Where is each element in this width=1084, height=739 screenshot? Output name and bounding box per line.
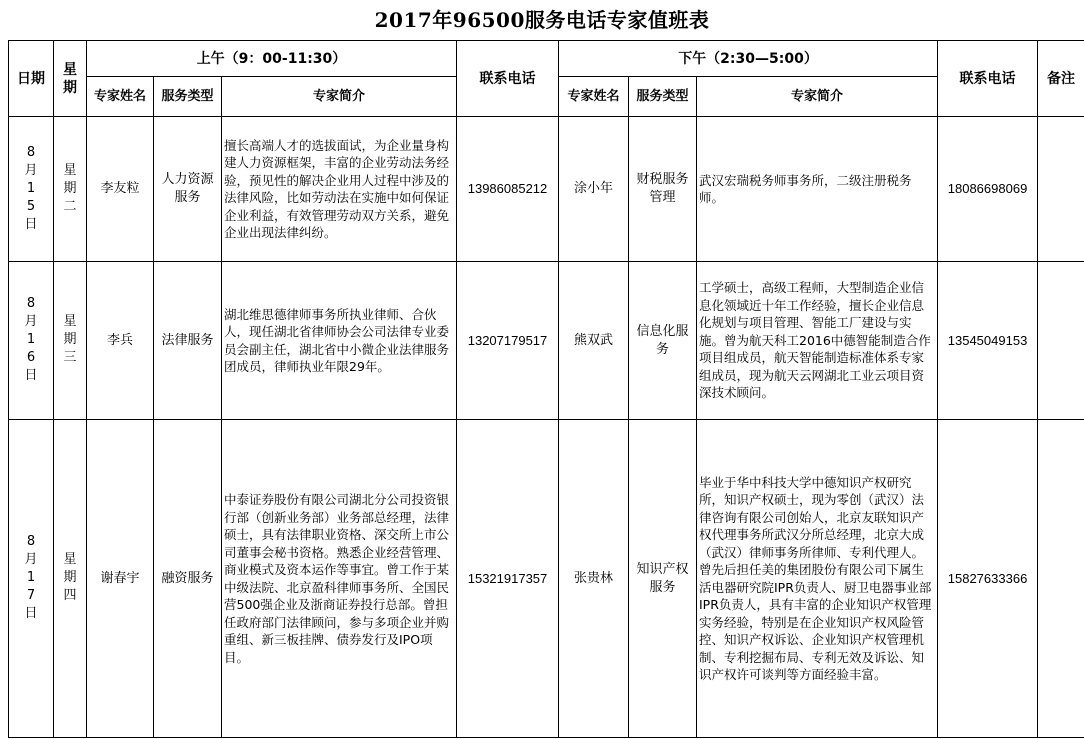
header-pm-expert-name: 专家姓名 <box>559 77 629 117</box>
am-expert-name: 李友粒 <box>87 117 154 262</box>
header-afternoon: 下午（2:30—5:00） <box>559 41 938 77</box>
page-title: 2017年96500服务电话专家值班表 <box>374 8 710 32</box>
am-service-type: 法律服务 <box>154 262 222 420</box>
pm-expert-name: 熊双武 <box>559 262 629 420</box>
header-row-1 <box>9 41 1084 77</box>
header-am-expert-name: 专家姓名 <box>87 77 154 117</box>
header-am-phone: 联系电话 <box>457 41 559 117</box>
header-note: 备注 <box>1038 41 1084 117</box>
row-date: 8月16日 <box>9 262 54 420</box>
header-am-service-type: 服务类型 <box>154 77 222 117</box>
row-weekday: 星期二 <box>54 117 87 262</box>
am-expert-intro: 中泰证券股份有限公司湖北分公司投资银行部（创新业务部）业务部总经理，法律硕士，具有法律职业资格、深交所上市公司董事会秘书资格。熟悉企业经营管理、商业模式及资本运作等事宜。曾工作于某中级法院、北京盈科律师事务所、全国民营500强企业及浙商证券投行总部。曾担任政府部门法律顾问，参与多项企业并购重组、新三板挂牌、债券发行及IPO项目。 <box>222 420 457 738</box>
header-morning: 上午（9：00-11:30） <box>87 41 457 77</box>
pm-phone: 18086698069 <box>938 117 1038 262</box>
header-weekday: 星期 <box>54 41 87 117</box>
pm-service-type: 信息化服务 <box>629 262 697 420</box>
am-expert-name: 李兵 <box>87 262 154 420</box>
row-date: 8月15日 <box>9 117 54 262</box>
duty-schedule-table <box>8 40 1084 738</box>
am-expert-intro: 擅长高端人才的选拔面试，为企业量身构建人力资源框架，丰富的企业劳动法务经验，预见性的解决企业用人过程中涉及的法律风险，比如劳动法在实施中如何保证企业利益，有效管理劳动双方关系，避免企业出现法律纠纷。 <box>222 117 457 262</box>
row-date: 8月17日 <box>9 420 54 738</box>
pm-expert-intro: 毕业于华中科技大学中德知识产权研究所，知识产权硕士，现为零创（武汉）法律咨询有限公司创始人，北京友联知识产权代理事务所武汉分所总经理，北京大成（武汉）律师事务所律师、专利代理人。 曾先后担任美的集团股份有限公司下属生活电器研究院IPR负责人、厨卫电器事业部IPR负责人，具有丰富的企业知识产权管理实务经验，特别是在企业知识产权风险管控、知识产权诉讼、企业知识产权管理机制、专利挖掘布局、专利无效及诉讼、知识产权许可谈判等方面经验丰富。 <box>697 420 938 738</box>
table-row <box>9 117 1084 262</box>
am-service-type: 人力资源服务 <box>154 117 222 262</box>
am-expert-intro: 湖北维思德律师事务所执业律师、合伙人，现任湖北省律师协会公司法律专业委员会副主任，湖北省中小微企业法律服务团成员，律师执业年限29年。 <box>222 262 457 420</box>
row-note <box>1038 420 1084 738</box>
row-weekday: 星期四 <box>54 420 87 738</box>
am-expert-name: 谢春宇 <box>87 420 154 738</box>
table-row <box>9 262 1084 420</box>
pm-expert-intro: 工学硕士，高级工程师，大型制造企业信息化领域近十年工作经验，擅长企业信息化规划与项目管理、智能工厂建设与实施。曾为航天科工2016中德智能制造合作项目组成员，航天智能制造标准体系专家组成员，现为航天云网湖北工业云项目资深技术顾问。 <box>697 262 938 420</box>
row-weekday: 星期三 <box>54 262 87 420</box>
row-note <box>1038 262 1084 420</box>
am-phone: 15321917357 <box>457 420 559 738</box>
table-row <box>9 420 1084 738</box>
row-note <box>1038 117 1084 262</box>
pm-expert-name: 张贵林 <box>559 420 629 738</box>
pm-service-type: 知识产权服务 <box>629 420 697 738</box>
header-am-expert-intro: 专家简介 <box>222 77 457 117</box>
header-date: 日期 <box>9 41 54 117</box>
pm-expert-name: 涂小年 <box>559 117 629 262</box>
am-phone: 13986085212 <box>457 117 559 262</box>
pm-expert-intro: 武汉宏瑞税务师事务所，二级注册税务师。 <box>697 117 938 262</box>
am-phone: 13207179517 <box>457 262 559 420</box>
pm-phone: 13545049153 <box>938 262 1038 420</box>
header-pm-phone: 联系电话 <box>938 41 1038 117</box>
header-pm-service-type: 服务类型 <box>629 77 697 117</box>
header-pm-expert-intro: 专家简介 <box>697 77 938 117</box>
am-service-type: 融资服务 <box>154 420 222 738</box>
pm-service-type: 财税服务管理 <box>629 117 697 262</box>
pm-phone: 15827633366 <box>938 420 1038 738</box>
